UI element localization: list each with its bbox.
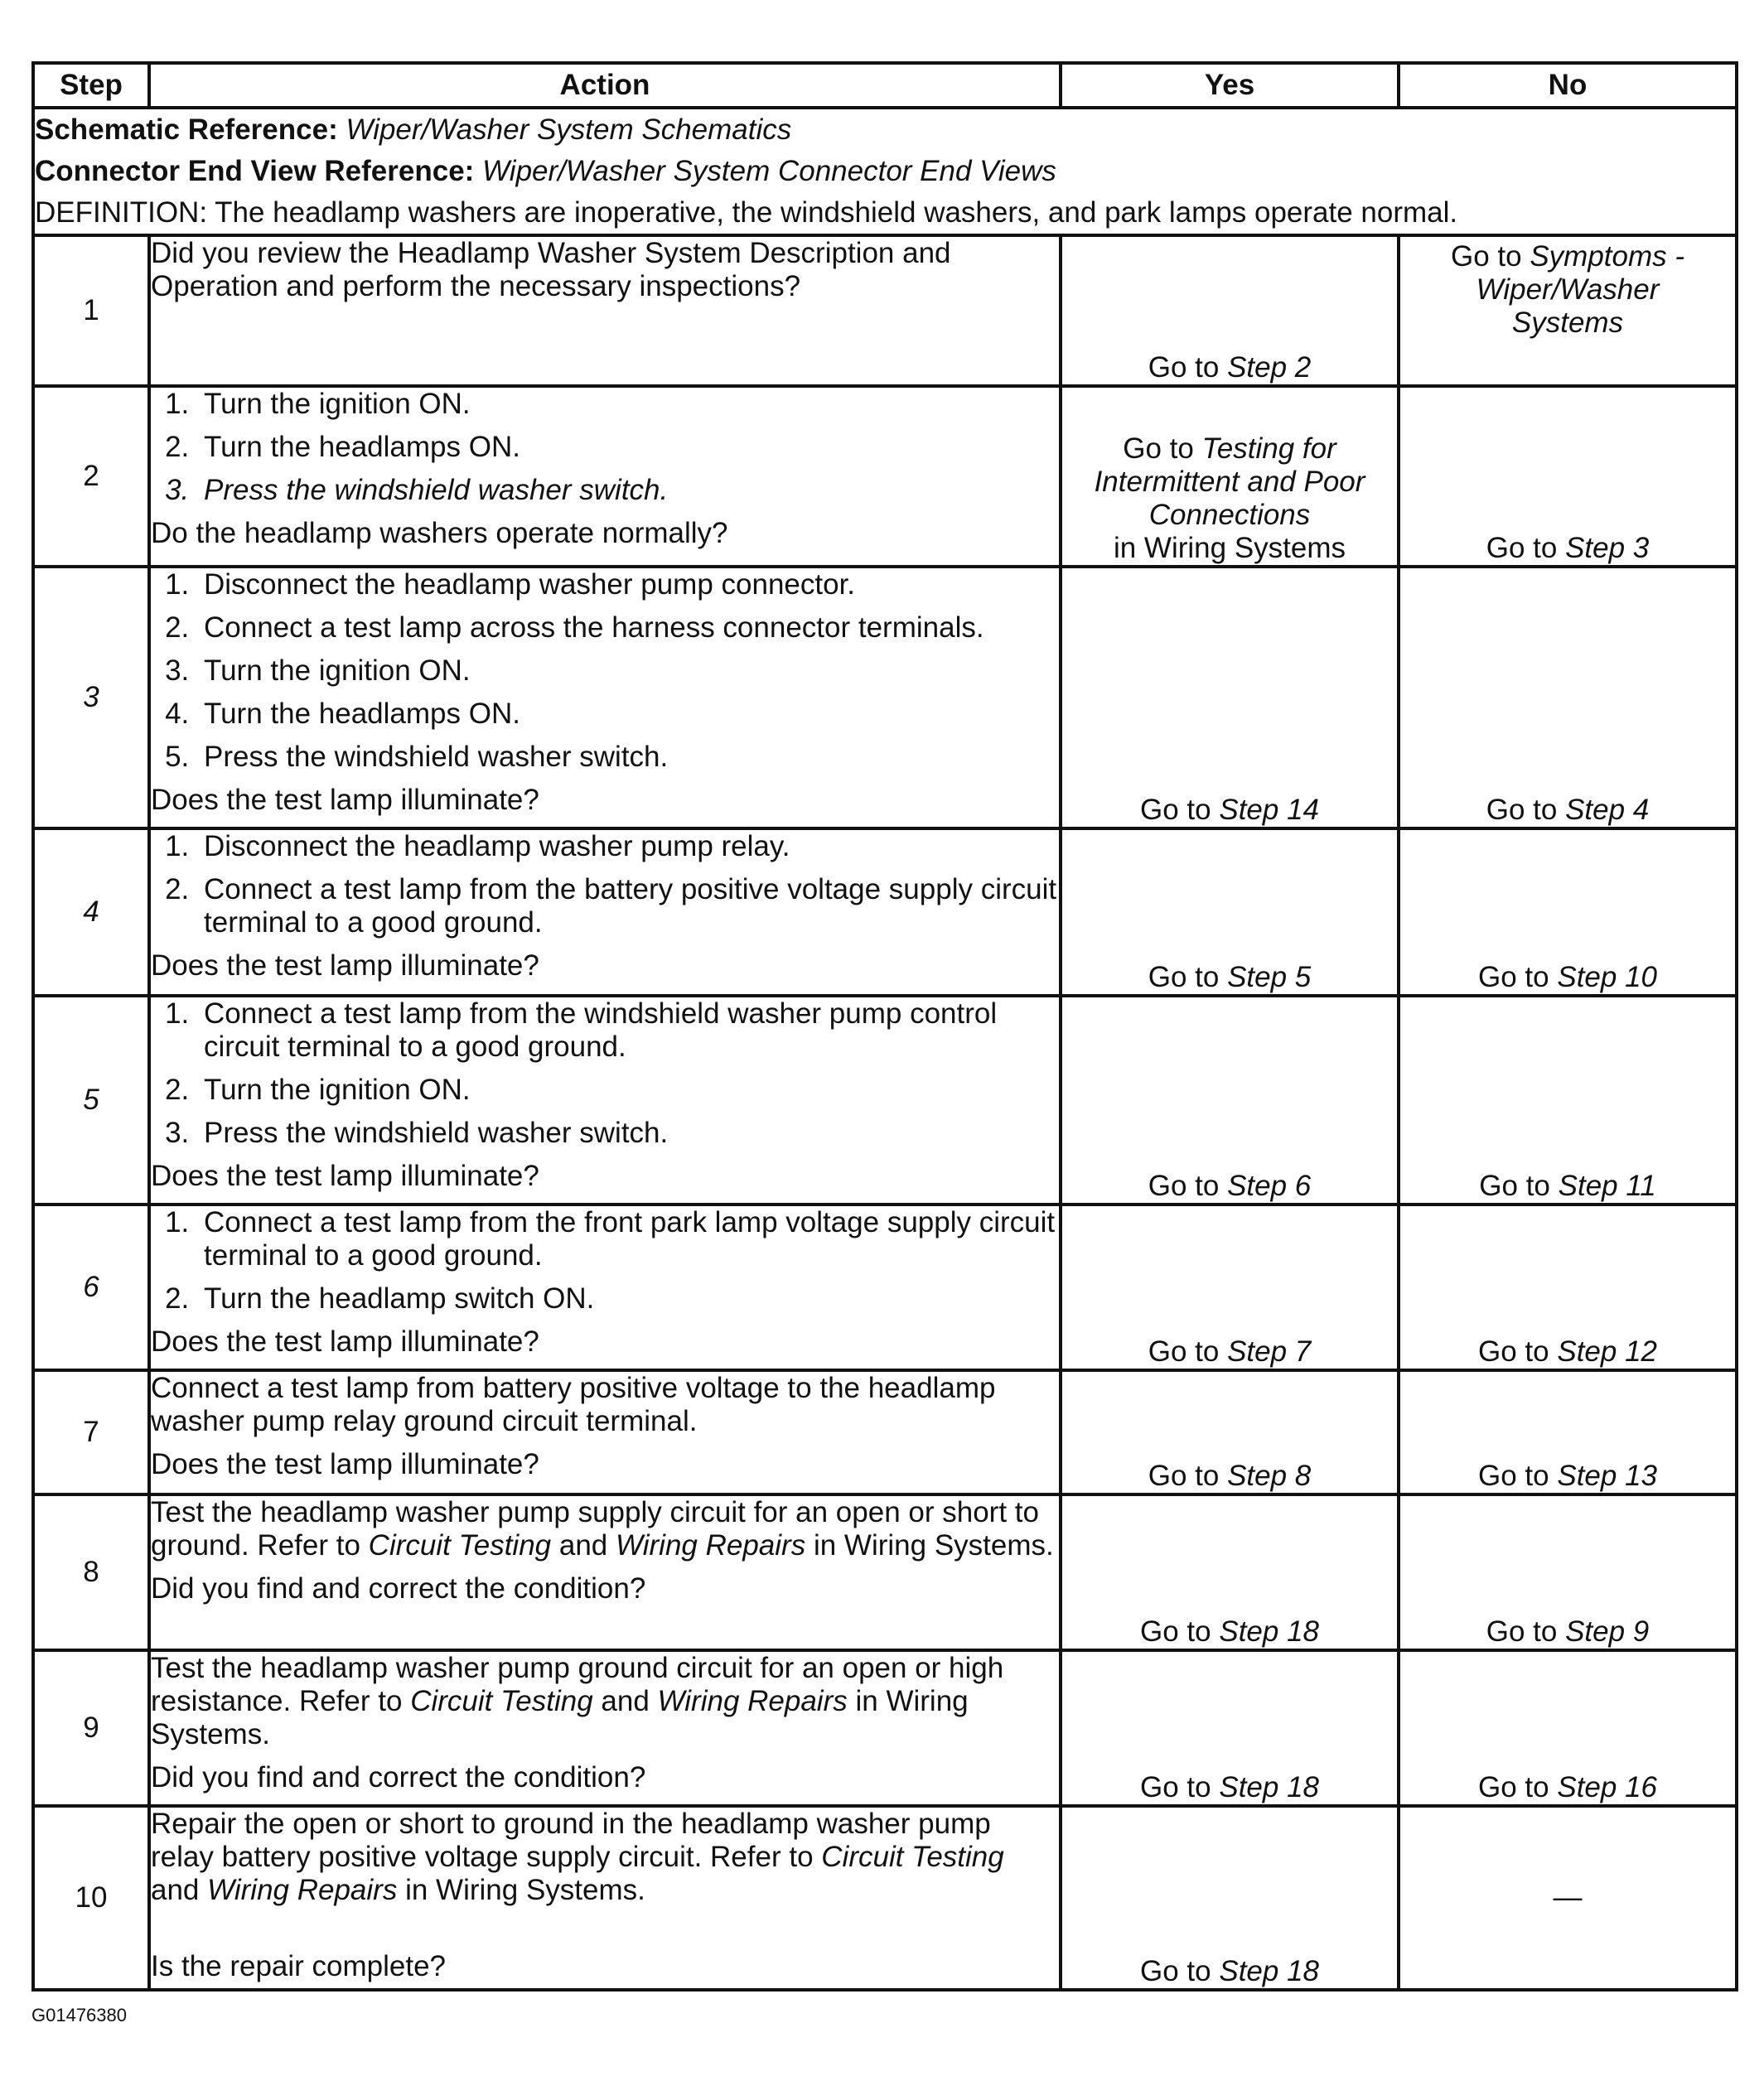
no-prefix: Go to xyxy=(1479,1170,1550,1202)
step-number: 10 xyxy=(33,1806,149,1990)
action-question: Does the test lamp illuminate? xyxy=(151,1325,539,1358)
no-link[interactable]: Step 12 xyxy=(1557,1335,1657,1368)
no-link[interactable]: Step 3 xyxy=(1565,532,1650,564)
no-link[interactable]: Step 13 xyxy=(1557,1460,1657,1492)
action-text xyxy=(151,1652,1059,1751)
table-row xyxy=(33,235,1737,386)
no-link[interactable]: Symptoms - Wiper/Washer Systems xyxy=(1476,240,1685,339)
yes-cell xyxy=(1061,1205,1399,1370)
action-question: Does the test lamp illuminate? xyxy=(151,1160,539,1192)
yes-cell xyxy=(1061,1370,1399,1494)
diagnostic-table xyxy=(31,61,1738,1992)
action-text-part: Test the headlamp washer pump ground circuit for an open or high resistance. Refer to xyxy=(151,1652,1004,1717)
circuit-testing-link[interactable]: Circuit Testing xyxy=(410,1685,593,1717)
reference-row xyxy=(33,108,1737,235)
action-step: 3. Press the windshield washer switch. xyxy=(197,474,1059,507)
step-number: 3 xyxy=(33,567,149,828)
yes-cell xyxy=(1061,1650,1399,1806)
yes-link[interactable]: Step 5 xyxy=(1227,961,1312,993)
action-step: 3. Turn the ignition ON. xyxy=(197,654,1059,688)
yes-prefix: Go to xyxy=(1148,961,1220,993)
action-cell xyxy=(149,996,1061,1205)
step-number: 7 xyxy=(33,1370,149,1494)
action-question: Do the headlamp washers operate normally? xyxy=(151,517,728,549)
action-steps xyxy=(151,830,1059,939)
action-step: 1. Disconnect the headlamp washer pump connector. xyxy=(197,568,1059,601)
action-text-part: and xyxy=(601,1685,650,1717)
no-cell xyxy=(1399,1370,1737,1494)
no-prefix: Go to xyxy=(1450,240,1522,273)
action-step: 5. Press the windshield washer switch. xyxy=(197,741,1059,774)
action-text xyxy=(151,1808,1059,1907)
table-row xyxy=(33,567,1737,828)
header-row xyxy=(33,63,1737,108)
action-text-part: in Wiring Systems. xyxy=(813,1529,1054,1562)
yes-link[interactable]: Step 18 xyxy=(1219,1771,1319,1803)
yes-link[interactable]: Step 2 xyxy=(1227,351,1312,384)
table-row xyxy=(33,386,1737,567)
yes-prefix: Go to xyxy=(1140,1615,1211,1648)
yes-prefix: Go to xyxy=(1148,351,1220,384)
action-text-part: in Wiring Systems. xyxy=(151,1685,969,1750)
yes-cell xyxy=(1061,996,1399,1205)
yes-link[interactable]: Step 18 xyxy=(1219,1955,1319,1987)
yes-link[interactable]: Testing for Intermittent and Poor Connections xyxy=(1094,432,1365,531)
yes-prefix: Go to xyxy=(1140,794,1211,826)
action-text: Connect a test lamp from battery positive voltage to the headlamp washer pump relay ground circuit terminal. xyxy=(151,1372,996,1437)
action-step: 2. Connect a test lamp across the harness connector terminals. xyxy=(197,611,1059,645)
no-link[interactable]: Step 16 xyxy=(1557,1771,1657,1803)
no-link[interactable]: Step 4 xyxy=(1565,794,1650,826)
yes-link[interactable]: Step 6 xyxy=(1227,1170,1312,1202)
yes-link[interactable]: Step 18 xyxy=(1219,1615,1319,1648)
yes-cell xyxy=(1061,235,1399,386)
step-number: 6 xyxy=(33,1205,149,1370)
action-cell xyxy=(149,828,1061,996)
no-cell xyxy=(1399,1806,1737,1990)
step-number: 8 xyxy=(33,1494,149,1650)
action-steps xyxy=(151,568,1059,774)
no-cell xyxy=(1399,386,1737,567)
no-cell xyxy=(1399,1650,1737,1806)
yes-link[interactable]: Step 7 xyxy=(1227,1335,1312,1368)
no-link[interactable]: Step 10 xyxy=(1557,961,1657,993)
action-step: 4. Turn the headlamps ON. xyxy=(197,698,1059,731)
no-cell xyxy=(1399,567,1737,828)
action-question: Did you find and correct the condition? xyxy=(151,1761,646,1794)
action-steps xyxy=(151,388,1059,507)
wiring-repairs-link[interactable]: Wiring Repairs xyxy=(207,1874,398,1906)
yes-prefix: Go to xyxy=(1148,1460,1220,1492)
schematic-link[interactable]: Wiper/Washer System Schematics xyxy=(346,113,792,146)
no-dash: — xyxy=(1553,1881,1583,1914)
action-cell xyxy=(149,567,1061,828)
wiring-repairs-link[interactable]: Wiring Repairs xyxy=(657,1685,848,1717)
no-prefix: Go to xyxy=(1486,1615,1558,1648)
yes-cell xyxy=(1061,1494,1399,1650)
action-step: 1. Disconnect the headlamp washer pump relay. xyxy=(197,830,1059,863)
action-cell xyxy=(149,1806,1061,1990)
yes-cell xyxy=(1061,386,1399,567)
yes-link[interactable]: Step 8 xyxy=(1227,1460,1312,1492)
no-prefix: Go to xyxy=(1478,1460,1549,1492)
action-step: 3. Press the windshield washer switch. xyxy=(197,1117,1059,1150)
header-yes: Yes xyxy=(1061,63,1399,108)
yes-suffix: in Wiring Systems xyxy=(1113,532,1346,564)
schematic-label: Schematic Reference: xyxy=(35,113,338,146)
action-step: 1. Connect a test lamp from the front park lamp voltage supply circuit terminal to a good ground. xyxy=(197,1206,1059,1272)
yes-cell xyxy=(1061,828,1399,996)
connector-reference xyxy=(35,151,1735,192)
step-number: 1 xyxy=(33,235,149,386)
table-row xyxy=(33,996,1737,1205)
table-row xyxy=(33,1806,1737,1990)
no-cell xyxy=(1399,1205,1737,1370)
action-step: 2. Turn the ignition ON. xyxy=(197,1074,1059,1107)
action-step: 2. Turn the headlamp switch ON. xyxy=(197,1282,1059,1316)
action-text-part: in Wiring Systems. xyxy=(405,1874,645,1906)
action-question: Does the test lamp illuminate? xyxy=(151,1448,539,1480)
no-prefix: Go to xyxy=(1486,794,1558,826)
no-prefix: Go to xyxy=(1486,532,1558,564)
yes-prefix: Go to xyxy=(1148,1170,1220,1202)
definition-text: DEFINITION: The headlamp washers are inoperative, the windshield washers, and park lamps operate normal. xyxy=(35,196,1458,229)
yes-prefix: Go to xyxy=(1148,1335,1220,1368)
no-prefix: Go to xyxy=(1478,1771,1549,1803)
no-cell xyxy=(1399,996,1737,1205)
action-steps xyxy=(151,997,1059,1150)
schematic-reference xyxy=(35,109,1735,151)
no-cell xyxy=(1399,1494,1737,1650)
action-question: Does the test lamp illuminate? xyxy=(151,949,539,982)
header-action: Action xyxy=(149,63,1061,108)
action-text-part: and xyxy=(151,1874,200,1906)
table-row xyxy=(33,1370,1737,1494)
table-row xyxy=(33,1205,1737,1370)
reference-cell xyxy=(33,108,1737,235)
action-cell xyxy=(149,1494,1061,1650)
action-question: Did you find and correct the condition? xyxy=(151,1572,646,1605)
action-text: Did you review the Headlamp Washer System Description and Operation and perform the necessary inspections? xyxy=(151,237,951,302)
header-no: No xyxy=(1399,63,1737,108)
connector-label: Connector End View Reference: xyxy=(35,155,475,187)
connector-link[interactable]: Wiper/Washer System Connector End Views xyxy=(482,155,1056,187)
circuit-testing-link[interactable]: Circuit Testing xyxy=(368,1529,552,1562)
yes-prefix: Go to xyxy=(1123,432,1194,465)
action-text-part: Repair the open or short to ground in the headlamp washer pump relay battery positive voltage supply circuit. Refer to xyxy=(151,1808,991,1873)
action-steps xyxy=(151,1206,1059,1316)
step-number: 2 xyxy=(33,386,149,567)
action-cell xyxy=(149,1205,1061,1370)
yes-link[interactable]: Step 14 xyxy=(1219,794,1319,826)
no-cell xyxy=(1399,828,1737,996)
action-text xyxy=(151,1496,1059,1562)
no-link[interactable]: Step 11 xyxy=(1558,1170,1656,1202)
table-row xyxy=(33,1650,1737,1806)
no-prefix: Go to xyxy=(1478,961,1549,993)
action-step: 2. Turn the headlamps ON. xyxy=(197,431,1059,464)
no-prefix: Go to xyxy=(1478,1335,1549,1368)
action-question: Does the test lamp illuminate? xyxy=(151,784,539,816)
action-cell xyxy=(149,1650,1061,1806)
figure-id: G01476380 xyxy=(31,2005,127,2025)
wiring-repairs-link[interactable]: Wiring Repairs xyxy=(616,1529,806,1562)
action-cell xyxy=(149,1370,1061,1494)
step-number: 9 xyxy=(33,1650,149,1806)
action-step: 1. Connect a test lamp from the windshield washer pump control circuit terminal to a good ground. xyxy=(197,997,1059,1064)
circuit-testing-link[interactable]: Circuit Testing xyxy=(821,1841,1004,1873)
yes-prefix: Go to xyxy=(1140,1955,1211,1987)
no-cell xyxy=(1399,235,1737,386)
header-step: Step xyxy=(33,63,149,108)
yes-prefix: Go to xyxy=(1140,1771,1211,1803)
action-cell xyxy=(149,235,1061,386)
action-step: 2. Connect a test lamp from the battery positive voltage supply circuit terminal to a good ground. xyxy=(197,873,1059,939)
action-text-part: and xyxy=(558,1529,608,1562)
table-row xyxy=(33,828,1737,996)
action-cell xyxy=(149,386,1061,567)
step-number: 4 xyxy=(33,828,149,996)
action-text-part: Test the headlamp washer pump supply circuit for an open or short to ground. Refer to xyxy=(151,1496,1039,1562)
no-link[interactable]: Step 9 xyxy=(1565,1615,1650,1648)
action-step: 1. Turn the ignition ON. xyxy=(197,388,1059,421)
action-question: Is the repair complete? xyxy=(151,1950,447,1982)
step-number: 5 xyxy=(33,996,149,1205)
yes-cell xyxy=(1061,1806,1399,1990)
yes-cell xyxy=(1061,567,1399,828)
table-row xyxy=(33,1494,1737,1650)
